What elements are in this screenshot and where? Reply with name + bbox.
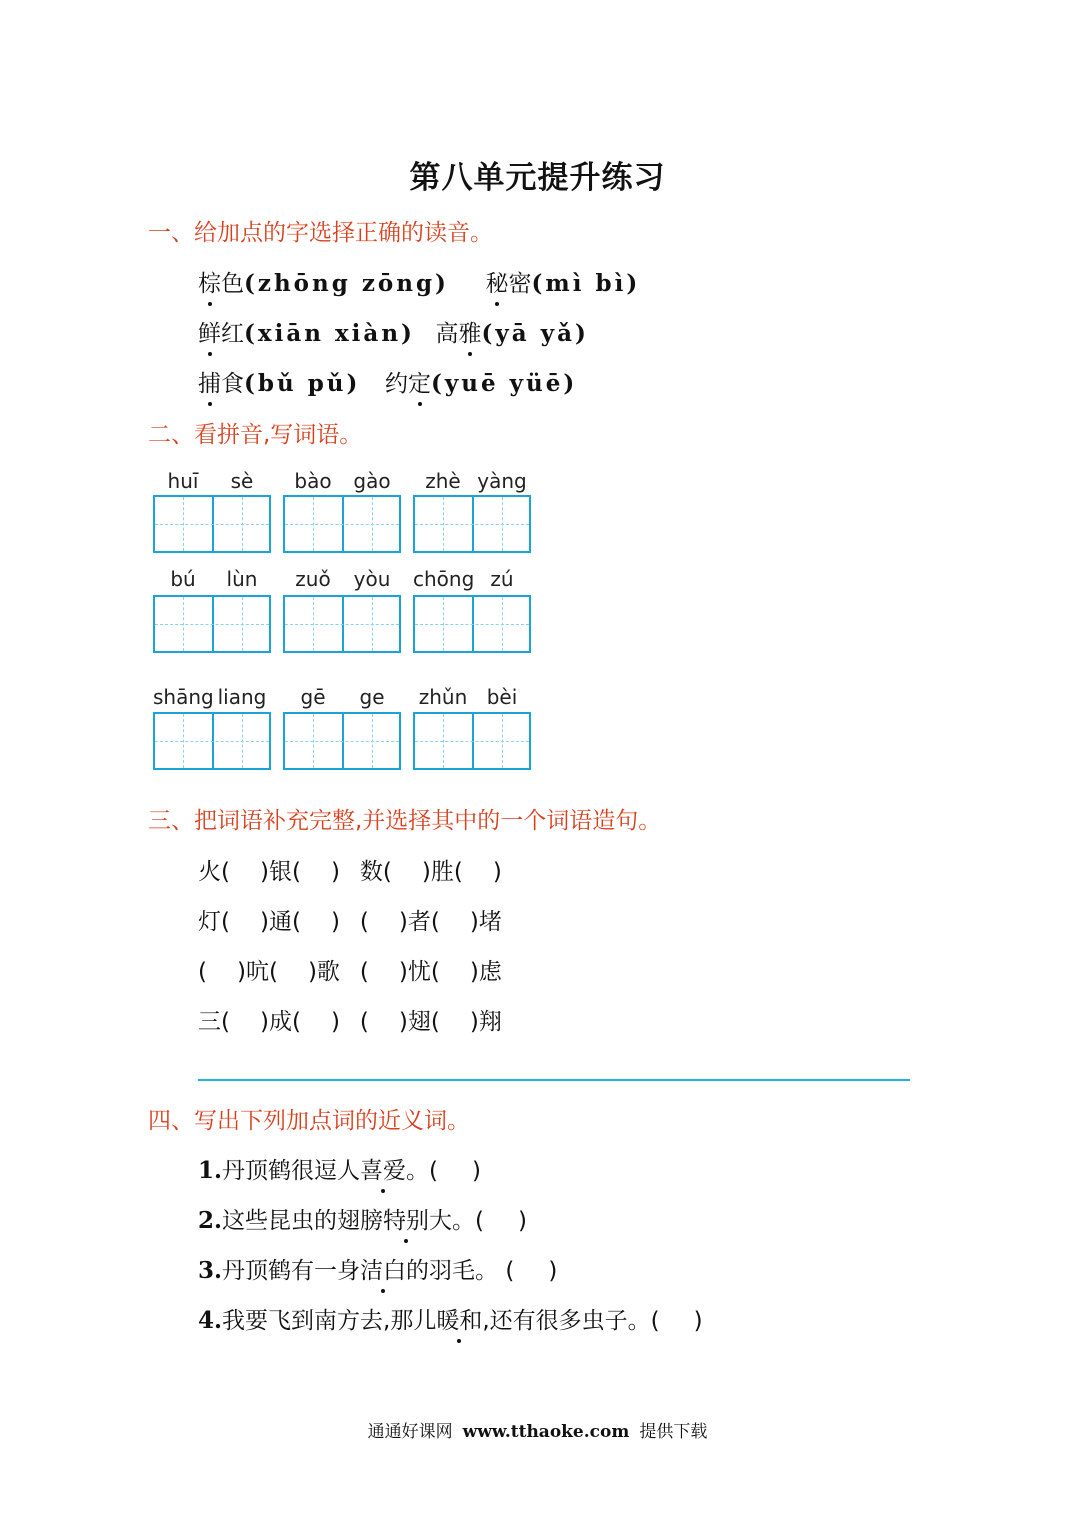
pinyin-label: shāng <box>153 685 214 709</box>
page-title: 第八单元提升练习 <box>409 160 666 196</box>
pronunciation-row-1 <box>198 265 640 298</box>
idiom-row-3: ( )吭( )歌 ( )忧( )虑 <box>198 959 502 985</box>
writing-grid[interactable] <box>153 495 271 553</box>
pinyin-label: bú <box>170 567 196 591</box>
writing-grid[interactable] <box>283 495 401 553</box>
section-3-heading: 三、把词语补充完整,并选择其中的一个词语造句。 <box>148 808 662 834</box>
pinyin-label: ge <box>359 685 385 709</box>
pinyin-options: (yā yǎ) <box>481 320 589 347</box>
footer <box>0 1417 1075 1442</box>
writing-grid[interactable] <box>413 495 531 553</box>
pinyin-label: zuǒ <box>295 567 331 591</box>
pinyin-options: (xiān xiàn) <box>244 320 415 347</box>
pronunciation-row-3 <box>198 365 577 398</box>
pinyin-options: (zhōng zōng) <box>244 270 449 297</box>
idiom-row-4: 三( )成( ) ( )翅( )翔 <box>198 1009 502 1035</box>
writing-grid[interactable] <box>413 595 531 653</box>
pinyin-label: sè <box>230 469 254 493</box>
pinyin-label: bào <box>294 469 332 493</box>
pinyin-options: (yuē yüē) <box>431 370 578 397</box>
word: 秘密(mì bì) <box>486 271 641 297</box>
section-2-heading: 二、看拼音,写词语。 <box>148 422 363 448</box>
writing-grid[interactable] <box>283 595 401 653</box>
section-1-heading: 一、给加点的字选择正确的读音。 <box>148 220 493 246</box>
word: 棕色(zhōng zōng) <box>198 271 449 297</box>
pinyin-options: (bǔ pǔ) <box>244 370 361 397</box>
pinyin-options: (mì bì) <box>531 270 641 297</box>
pinyin-label: zú <box>490 567 514 591</box>
section-4-heading: 四、写出下列加点词的近义词。 <box>148 1108 470 1134</box>
pinyin-label: gē <box>300 685 326 709</box>
writing-grid[interactable] <box>413 712 531 770</box>
word: 约定(yuē yüē) <box>385 371 577 397</box>
idiom-row-1: 火( )银( ) 数( )胜( ) <box>198 859 502 885</box>
pinyin-label: gào <box>353 469 391 493</box>
pinyin-label: yòu <box>353 567 391 591</box>
pronunciation-row-2 <box>198 315 589 348</box>
pinyin-label: zhǔn <box>418 685 468 709</box>
idiom-row-2: 灯( )通( ) ( )者( )堵 <box>198 909 502 935</box>
pinyin-label: lùn <box>226 567 258 591</box>
pinyin-label: zhè <box>425 469 461 493</box>
synonym-item-3: 3.丹顶鹤有一身洁白的羽毛。 ( ) <box>198 1252 557 1285</box>
pinyin-label: yàng <box>477 469 527 493</box>
pinyin-label: liang <box>217 685 267 709</box>
writing-grid[interactable] <box>153 712 271 770</box>
word: 捕食(bǔ pǔ) <box>198 371 360 397</box>
word: 鲜红(xiān xiàn) <box>198 321 415 347</box>
word: 高雅(yā yǎ) <box>436 321 589 347</box>
synonym-item-2: 2.这些昆虫的翅膀特别大。( ) <box>198 1202 527 1235</box>
answer-line[interactable] <box>198 1079 910 1081</box>
pinyin-label: chōng <box>413 567 475 591</box>
synonym-item-1: 1.丹顶鹤很逗人喜爱。( ) <box>198 1152 481 1185</box>
writing-grid[interactable] <box>283 712 401 770</box>
footer-site: 通通好课网 <box>367 1422 453 1442</box>
footer-url[interactable]: www.tthaoke.com <box>462 1422 630 1442</box>
pinyin-label: bèi <box>486 685 518 709</box>
writing-grid[interactable] <box>153 595 271 653</box>
pinyin-label: huī <box>167 469 199 493</box>
footer-suffix: 提供下载 <box>639 1422 708 1442</box>
synonym-item-4: 4.我要飞到南方去,那儿暖和,还有很多虫子。( ) <box>198 1302 703 1335</box>
